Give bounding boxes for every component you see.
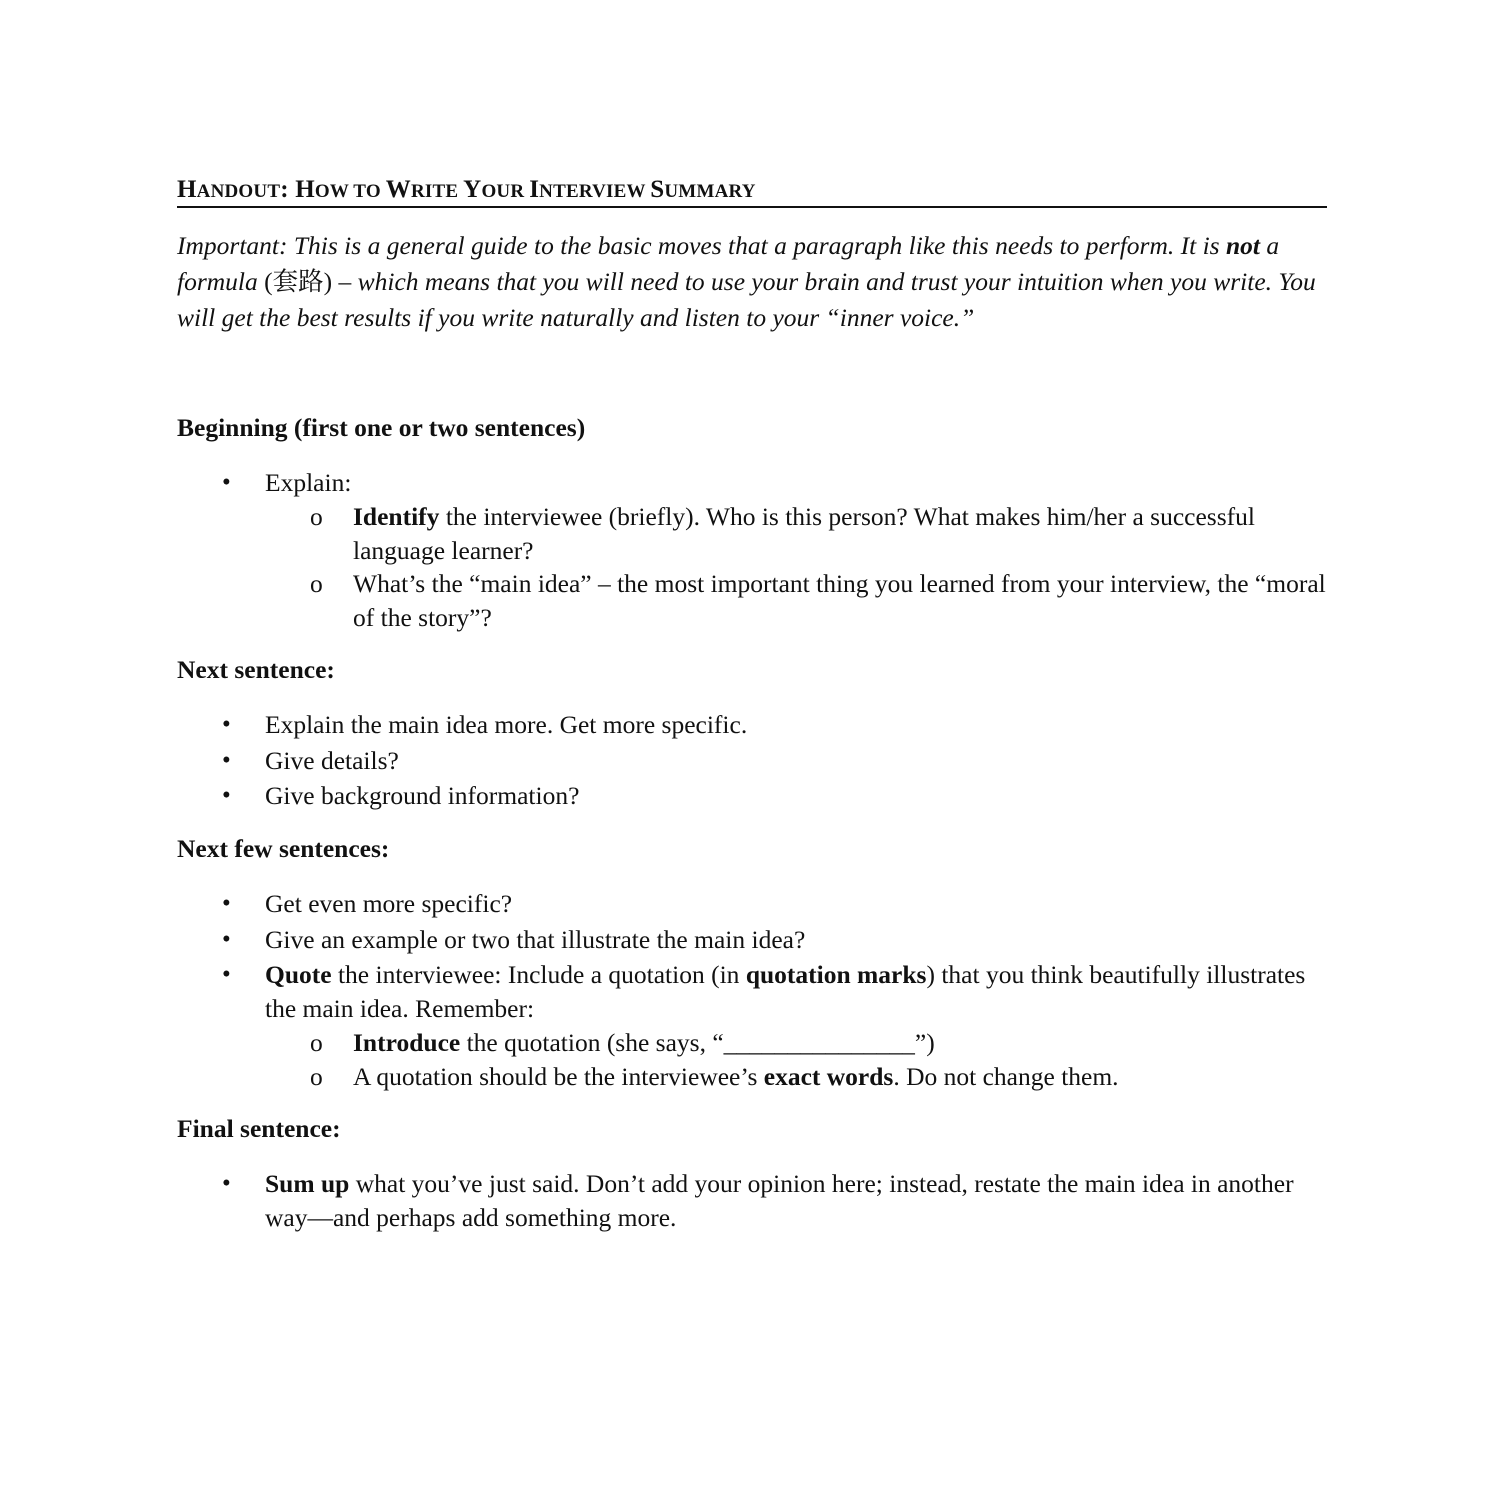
title-cap: S — [650, 176, 665, 203]
list-item — [177, 958, 1327, 1093]
title-cap: Y — [463, 176, 482, 203]
sub-list-item — [265, 567, 1327, 634]
section-heading-next: Next sentence: — [177, 655, 335, 684]
sub-item-text: the interviewee (briefly). Who is this person? What makes him/her a successful language learner? — [353, 502, 1255, 565]
list-item: • Get even more specific? — [177, 887, 1327, 921]
sub-list — [265, 1026, 1327, 1093]
final-list — [177, 1167, 1327, 1235]
intro-paragraph — [177, 228, 1327, 336]
bold-term: Introduce — [353, 1028, 461, 1057]
list-item: • Give details? — [177, 744, 1327, 778]
title-smallcaps: OW TO — [314, 181, 386, 202]
title-smallcaps: ANDOUT — [196, 181, 281, 202]
title-cap: H — [295, 176, 315, 203]
list-item: • Explain the main idea more. Get more specific. — [177, 708, 1327, 742]
list-item: • Give background information? — [177, 779, 1327, 813]
list-item: • Give an example or two that illustrate the main idea? — [177, 923, 1327, 957]
intro-chinese: (套路) — [264, 267, 333, 296]
intro-text: a formula — [177, 231, 1280, 296]
title-smallcaps: NTERVIEW — [539, 181, 651, 202]
sub-item-text: What’s the “main idea” – the most important thing you learned from your interview, the “moral of the story”? — [353, 569, 1326, 632]
list-item-text: the interviewee: Include a quotation (in — [331, 960, 746, 989]
list-item-text: what you’ve just said. Don’t add your opinion here; instead, restate the main idea in another way—and perhaps add something more. — [265, 1169, 1294, 1232]
title-cap: I — [529, 176, 540, 203]
title-suffix: : — [280, 176, 296, 203]
list-item-text: Explain: — [265, 468, 352, 497]
title-smallcaps: UMMARY — [664, 181, 756, 202]
title-cap: H — [177, 176, 197, 203]
section-heading-next-few: Next few sentences: — [177, 834, 390, 863]
section-heading-beginning: Beginning (first one or two sentences) — [177, 413, 586, 442]
title-smallcaps: OUR — [481, 181, 530, 202]
intro-bold: not — [1225, 231, 1260, 260]
next-list — [177, 708, 1327, 813]
section-heading-final: Final sentence: — [177, 1114, 341, 1143]
sub-list-item — [265, 1060, 1327, 1094]
bold-term: quotation marks — [745, 960, 927, 989]
sub-list-item — [265, 500, 1327, 567]
sub-item-text: A quotation should be the interviewee’s — [353, 1061, 764, 1091]
sub-list — [265, 500, 1327, 634]
intro-text: – which means that you will need to use your brain and trust your intuition when you write. You will get the best results if you write naturally and listen to your “inner voice.” — [177, 267, 1316, 332]
intro-text: Important: This is a general guide to the basic moves that a paragraph like this needs to perform. It is — [177, 231, 1226, 260]
sub-item-text: . Do not change them. — [893, 1061, 1119, 1091]
title-cap: W — [385, 176, 411, 203]
next-few-list — [177, 887, 1327, 1093]
bold-term: Quote — [265, 960, 332, 989]
handout-title — [177, 176, 1327, 208]
beginning-list — [177, 466, 1327, 634]
sub-item-text: the quotation (she says, “_______________”) — [460, 1028, 935, 1057]
list-item — [177, 1167, 1327, 1235]
list-item — [177, 466, 1327, 634]
sub-list-item — [265, 1026, 1327, 1060]
bold-term: Identify — [353, 502, 440, 531]
bold-term: exact words — [763, 1061, 894, 1091]
document-content — [177, 176, 1327, 1237]
bold-term: Sum up — [265, 1169, 350, 1198]
list-item-text: ) that you think beautifully illustrates the main idea. Remember: — [265, 960, 1306, 1023]
title-smallcaps: RITE — [410, 181, 464, 202]
